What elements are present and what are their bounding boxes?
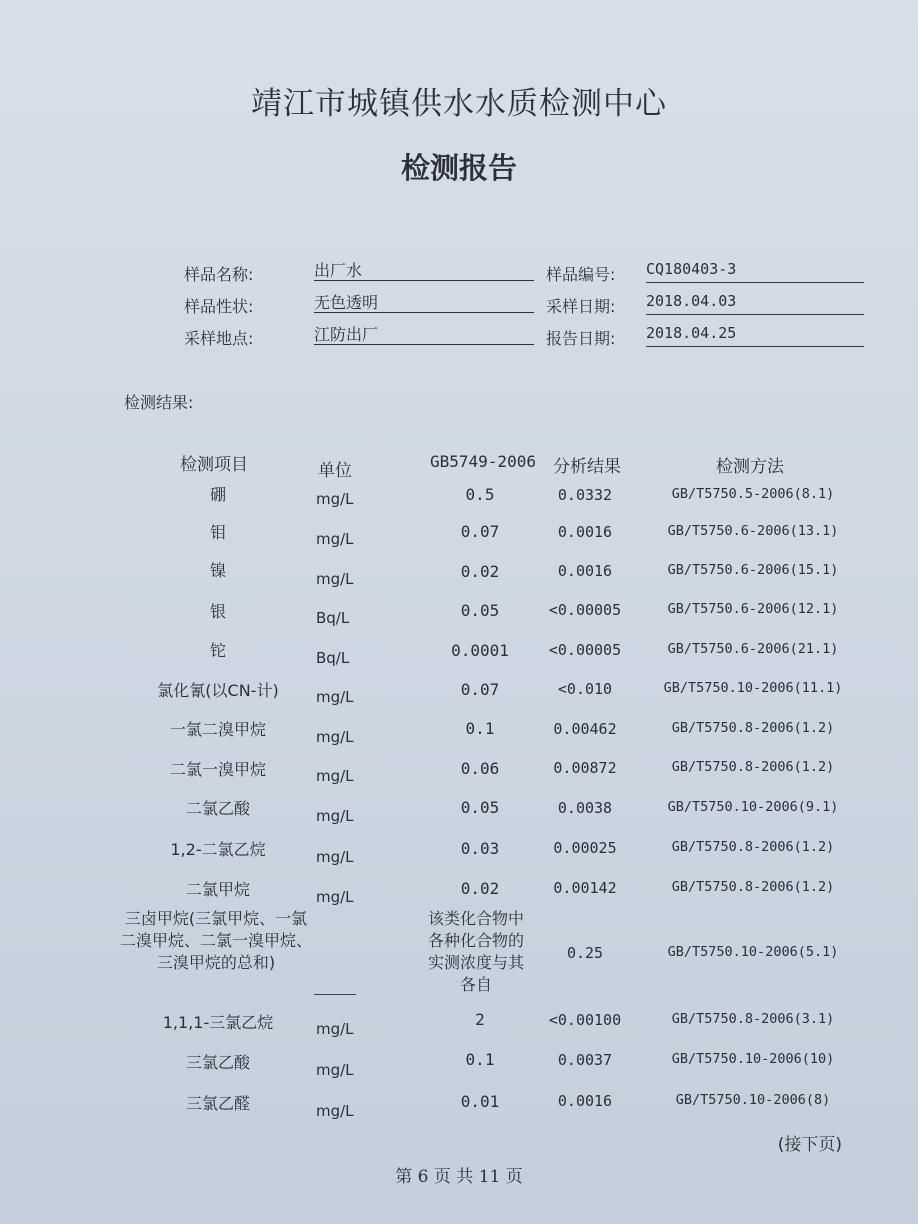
header-item: 检测项目 <box>180 455 248 475</box>
row-result: 0.00142 <box>553 879 617 897</box>
row-standard: 0.03 <box>460 839 500 858</box>
sampling-location-label: 采样地点: <box>184 329 254 348</box>
sample-name-label: 样品名称: <box>184 265 254 284</box>
row-standard: 0.1 <box>465 1050 495 1069</box>
row-item: 三卤甲烷(三氯甲烷、一氯二溴甲烷、二氯一溴甲烷、三溴甲烷的总和) <box>119 909 312 972</box>
row-standard: 0.05 <box>460 601 500 620</box>
row-standard: 2 <box>475 1010 485 1029</box>
row-item: 1,1,1-三氯乙烷 <box>162 1013 274 1032</box>
row-result: 0.0016 <box>557 523 613 541</box>
row-standard: 0.02 <box>460 879 500 898</box>
row-result: 0.00025 <box>553 839 617 857</box>
row-result: 0.0332 <box>557 486 613 504</box>
row-method: GB/T5750.10-2006(8) <box>675 1092 831 1108</box>
page-footer: 第 6 页 共 11 页 <box>395 1167 523 1187</box>
row-result: 0.25 <box>566 944 604 962</box>
row-unit: Bq/L <box>316 609 350 627</box>
row-item: 镍 <box>209 561 226 580</box>
sample-number-label: 样品编号: <box>546 265 616 284</box>
row-item: 钼 <box>209 523 226 542</box>
sample-name-value: 出厂水 <box>314 258 534 281</box>
continued-note: (接下页) <box>777 1135 842 1155</box>
row-standard: 0.02 <box>460 562 500 581</box>
row-unit: mg/L <box>316 767 354 785</box>
row-unit: mg/L <box>316 1102 354 1120</box>
row-item: 二氯乙酸 <box>185 799 250 818</box>
row-unit: mg/L <box>316 888 354 906</box>
row-item: 一氯二溴甲烷 <box>169 720 266 739</box>
row-unit: mg/L <box>316 570 354 588</box>
row-method: GB/T5750.5-2006(8.1) <box>671 486 835 502</box>
row-method: GB/T5750.10-2006(10) <box>671 1051 835 1067</box>
row-standard: 0.07 <box>460 680 500 699</box>
row-item: 1,2-二氯乙烷 <box>170 840 266 859</box>
empty-unit-line <box>314 994 356 995</box>
row-result: <0.00100 <box>548 1011 622 1029</box>
row-item: 铊 <box>209 641 226 660</box>
row-method: GB/T5750.10-2006(5.1) <box>667 944 839 960</box>
row-standard: 0.0001 <box>451 641 509 660</box>
organization-title: 靖江市城镇供水水质检测中心 <box>251 86 667 122</box>
row-method: GB/T5750.6-2006(15.1) <box>667 562 839 578</box>
row-standard: 0.1 <box>465 719 495 738</box>
row-method: GB/T5750.6-2006(13.1) <box>667 523 839 539</box>
row-method: GB/T5750.8-2006(1.2) <box>671 879 835 895</box>
row-item: 三氯乙醛 <box>185 1094 250 1113</box>
row-unit: mg/L <box>316 728 354 746</box>
row-method: GB/T5750.8-2006(3.1) <box>671 1011 835 1027</box>
row-result: 0.0016 <box>557 1092 613 1110</box>
row-item: 银 <box>209 602 226 621</box>
row-standard: 0.06 <box>460 759 500 778</box>
row-result: 0.00872 <box>553 759 617 777</box>
sampling-date-value: 2018.04.03 <box>646 292 864 315</box>
report-title: 检测报告 <box>400 151 517 185</box>
row-method: GB/T5750.6-2006(12.1) <box>667 601 839 617</box>
row-method: GB/T5750.10-2006(11.1) <box>663 680 843 696</box>
row-unit: mg/L <box>316 1020 354 1038</box>
row-standard: 0.01 <box>460 1092 500 1111</box>
row-result: 0.0038 <box>557 799 613 817</box>
row-result: 0.00462 <box>553 720 617 738</box>
row-standard: 该类化合物中各种化合物的实测浓度与其各自 <box>427 909 524 994</box>
row-standard: 0.05 <box>460 798 500 817</box>
row-item: 氯化氰(以CN-计) <box>157 681 279 700</box>
row-method: GB/T5750.8-2006(1.2) <box>671 720 835 736</box>
row-unit: mg/L <box>316 688 354 706</box>
report-date-value: 2018.04.25 <box>646 324 864 347</box>
sample-state-label: 样品性状: <box>184 297 254 316</box>
row-unit: Bq/L <box>316 649 350 667</box>
sampling-location-value: 江防出厂 <box>314 322 534 345</box>
row-method: GB/T5750.10-2006(9.1) <box>667 799 839 815</box>
row-standard: 0.5 <box>465 485 495 504</box>
sampling-date-label: 采样日期: <box>546 297 616 316</box>
header-standard: GB5749-2006 <box>430 452 536 471</box>
row-standard: 0.07 <box>460 522 500 541</box>
sample-number-value: CQ180403-3 <box>646 260 864 283</box>
header-unit: 单位 <box>318 461 352 481</box>
row-method: GB/T5750.8-2006(1.2) <box>671 759 835 775</box>
sample-state-value: 无色透明 <box>314 290 534 313</box>
row-result: <0.00005 <box>548 641 622 659</box>
row-item: 二氯甲烷 <box>185 880 250 899</box>
row-result: <0.010 <box>557 680 613 698</box>
row-result: <0.00005 <box>548 601 622 619</box>
row-item: 硼 <box>209 485 226 504</box>
row-unit: mg/L <box>316 1061 354 1079</box>
row-unit: mg/L <box>316 530 354 548</box>
row-method: GB/T5750.6-2006(21.1) <box>667 641 839 657</box>
row-item: 三氯乙酸 <box>185 1053 250 1072</box>
row-unit: mg/L <box>316 490 354 508</box>
row-unit: mg/L <box>316 848 354 866</box>
row-method: GB/T5750.8-2006(1.2) <box>671 839 835 855</box>
header-result: 分析结果 <box>553 457 621 477</box>
report-date-label: 报告日期: <box>546 329 616 348</box>
results-label: 检测结果: <box>124 393 194 412</box>
row-unit: mg/L <box>316 807 354 825</box>
header-method: 检测方法 <box>716 457 784 477</box>
row-result: 0.0037 <box>557 1051 613 1069</box>
row-result: 0.0016 <box>557 562 613 580</box>
row-item: 二氯一溴甲烷 <box>169 760 266 779</box>
